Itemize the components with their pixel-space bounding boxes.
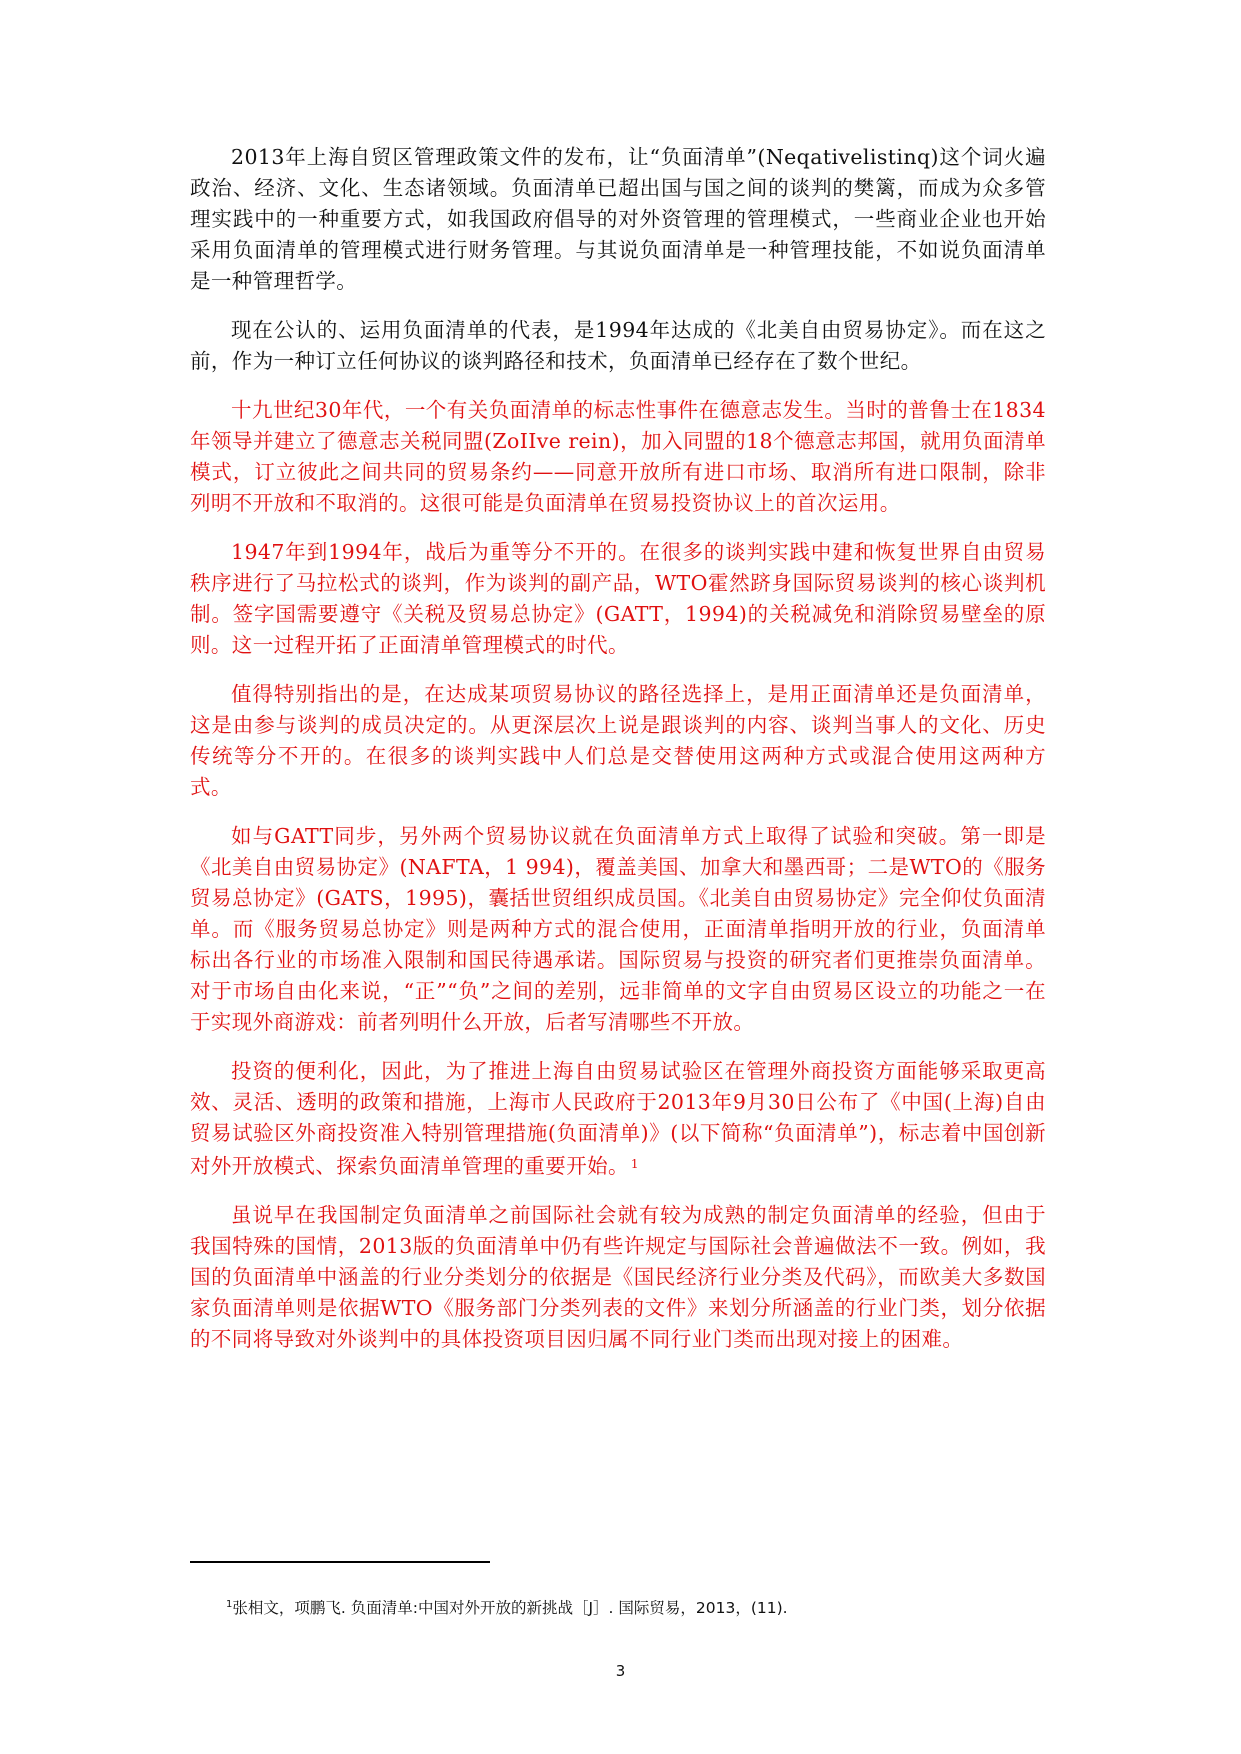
paragraph-4: 1947年到1994年，战后为重等分不开的。在很多的谈判实践中建和恢复世界自由贸易秩序进行了马拉松式的谈判，作为谈判的副产品，WTO霍然跻身国际贸易谈判的核心谈判机制。签字国需要遵守《关税及贸易总协定》(GATT，1994)的关税减免和消除贸易壁垒的原则。这一过程开拓了正面清单管理模式的时代。 xyxy=(190,540,1046,657)
footnote-reference[interactable]: 1 xyxy=(630,1157,639,1171)
footnote-text: 张相文，项鹏飞. 负面清单:中国对外开放的新挑战［J］. 国际贸易，2013，(11). xyxy=(232,1599,788,1617)
paragraph-8: 虽说早在我国制定负面清单之前国际社会就有较为成熟的制定负面清单的经验，但由于我国特殊的国情，2013版的负面清单中仍有些许规定与国际社会普遍做法不一致。例如，我国的负面清单中涵盖的行业分类划分的依据是《国民经济行业分类及代码》，而欧美大多数国家负面清单则是依据WTO《服务部门分类列表的文件》来划分所涵盖的行业门类，划分依据的不同将导致对外谈判中的具体投资项目因归属不同行业门类而出现对接上的困难。 xyxy=(190,1203,1046,1351)
paragraph-5: 值得特别指出的是，在达成某项贸易协议的路径选择上，是用正面清单还是负面清单，这是由参与谈判的成员决定的。从更深层次上说是跟谈判的内容、谈判当事人的文化、历史传统等分不开的。在很多的谈判实践中人们总是交替使用这两种方式或混合使用这两种方式。 xyxy=(190,682,1046,799)
footnote xyxy=(226,1594,1026,1619)
paragraph-2: 现在公认的、运用负面清单的代表，是1994年达成的《北美自由贸易协定》。而在这之前，作为一种订立任何协议的谈判路径和技术，负面清单已经存在了数个世纪。 xyxy=(190,318,1046,373)
footnote-marker: 1 xyxy=(226,1599,233,1610)
paragraph-6: 如与GATT同步，另外两个贸易协议就在负面清单方式上取得了试验和突破。第一即是《北美自由贸易协定》(NAFTA，1 994)，覆盖美国、加拿大和墨西哥；二是WTO的《服务贸易总协定》(GATS，1995)，囊括世贸组织成员国。《北美自由贸易协定》完全仰仗负面清单。而《服务贸易总协定》则是两种方式的混合使用，正面清单指明开放的行业，负面清单标出各行业的市场准入限制和国民待遇承诺。国际贸易与投资的研究者们更推崇负面清单。对于市场自由化来说，“正”“负”之间的差别，远非简单的文字自由贸易区设立的功能之一在于实现外商游戏：前者列明什么开放，后者写清哪些不开放。 xyxy=(190,824,1046,1034)
paragraph-1: 2013年上海自贸区管理政策文件的发布，让“负面清单”(Neqativelistinq)这个词火遍政治、经济、文化、生态诸领域。负面清单已超出国与国之间的谈判的樊篱，而成为众多管理实践中的一种重要方式，如我国政府倡导的对外资管理的管理模式，一些商业企业也开始采用负面清单的管理模式进行财务管理。与其说负面清单是一种管理技能，不如说负面清单是一种管理哲学。 xyxy=(190,145,1046,293)
footnote-separator xyxy=(190,1561,490,1563)
paragraph-3: 十九世纪30年代，一个有关负面清单的标志性事件在德意志发生。当时的普鲁士在1834年领导并建立了德意志关税同盟(ZoIIve rein)，加入同盟的18个德意志邦国，就用负面清单模式，订立彼此之间共同的贸易条约——同意开放所有进口市场、取消所有进口限制，除非列明不开放和不取消的。这很可能是负面清单在贸易投资协议上的首次运用。 xyxy=(190,398,1046,515)
body-text xyxy=(190,142,1046,1373)
page-number: 3 xyxy=(615,1662,626,1680)
paragraph-7-text: 投资的便利化，因此，为了推进上海自由贸易试验区在管理外商投资方面能够采取更高效、灵活、透明的政策和措施，上海市人民政府于2013年9月30日公布了《中国(上海)自由贸易试验区外商投资准入特别管理措施(负面清单)》(以下简称“负面清单”)，标志着中国创新对外开放模式、探索负面清单管理的重要开始。 xyxy=(190,1059,1046,1178)
paragraph-7 xyxy=(190,1056,1046,1182)
